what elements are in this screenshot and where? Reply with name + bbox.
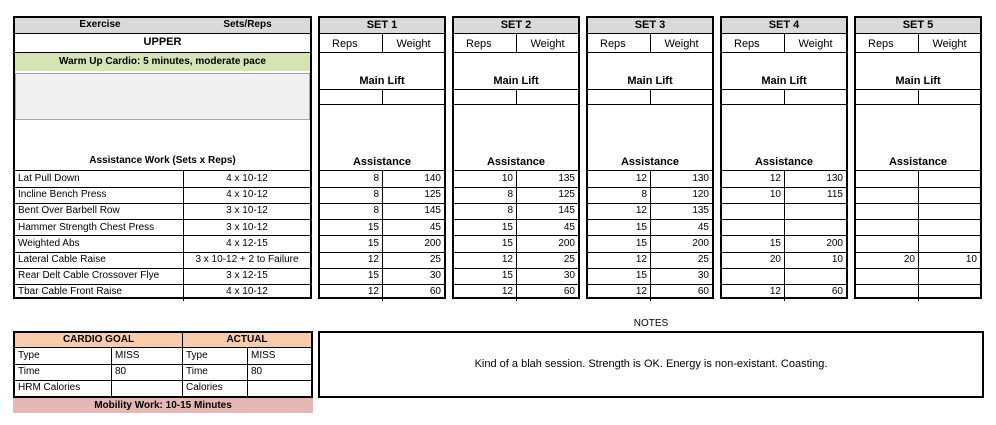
assistance-label: Assistance [352,156,412,168]
weight-label: Weight [664,38,699,50]
assistance-label: Assistance [888,156,948,168]
actual-time-value[interactable]: 80 [251,366,263,377]
set-title: SET 4 [768,19,800,31]
reps-cell[interactable]: 15 [501,221,513,233]
weight-label: Weight [530,38,565,50]
weight-cell[interactable]: 135 [558,173,575,184]
weight-cell[interactable]: 30 [563,270,575,282]
reps-cell[interactable]: 20 [903,254,915,265]
reps-cell[interactable]: 15 [501,237,513,249]
weight-cell[interactable]: 45 [429,221,441,233]
weight-cell[interactable] [919,285,980,299]
weight-cell[interactable]: 140 [424,173,441,184]
actual-type-label: Type [186,350,208,361]
reps-cell[interactable] [856,269,918,283]
weight-cell[interactable]: 200 [558,237,575,249]
weight-cell[interactable] [919,188,980,202]
exercise-column-header: Exercise [79,19,121,30]
main-lift-reps-input[interactable] [856,90,918,104]
set-title: SET 5 [902,19,934,31]
reps-cell[interactable]: 12 [769,286,781,298]
main-lift-weight-input[interactable] [383,90,444,104]
reps-cell[interactable] [722,204,784,218]
weight-cell[interactable]: 135 [692,205,709,217]
main-lift-reps-input[interactable] [722,90,784,104]
reps-cell[interactable]: 12 [635,254,647,265]
weight-cell[interactable]: 30 [429,270,441,282]
weight-label: Weight [396,38,431,50]
reps-cell[interactable] [722,221,784,235]
assistance-label: Assistance [754,156,814,168]
weight-cell[interactable]: 115 [827,189,843,201]
reps-cell[interactable]: 12 [367,254,379,265]
weight-cell[interactable]: 30 [697,270,709,282]
main-lift-weight-input[interactable] [785,90,846,104]
exercise-name: Weighted Abs [18,237,80,249]
reps-cell[interactable]: 8 [373,189,379,201]
reps-cell[interactable] [856,188,918,202]
goal-type-label: Type [18,350,40,361]
main-lift-label: Main Lift [761,75,807,87]
reps-cell[interactable]: 15 [635,270,647,282]
weight-cell[interactable]: 145 [558,205,575,217]
reps-cell[interactable]: 8 [507,205,513,217]
weight-cell[interactable]: 60 [831,286,843,298]
goal-calories-label: HRM Calories [18,382,81,393]
reps-label: Reps [466,38,492,50]
weight-cell[interactable]: 60 [429,286,441,298]
reps-cell[interactable]: 12 [367,286,379,298]
reps-cell[interactable]: 12 [635,173,647,184]
weight-cell[interactable] [919,204,980,218]
reps-label: Reps [600,38,626,50]
weight-label: Weight [932,38,967,50]
weight-cell[interactable]: 10 [831,254,843,265]
reps-cell[interactable]: 12 [501,254,513,265]
reps-cell[interactable]: 8 [373,173,379,184]
weight-label: Weight [798,38,833,50]
reps-label: Reps [734,38,760,50]
weight-cell[interactable]: 145 [424,205,441,217]
weight-cell[interactable] [919,237,980,251]
set-title: SET 2 [500,19,532,31]
main-lift-label: Main Lift [627,75,673,87]
weight-cell[interactable]: 45 [697,221,709,233]
set-title: SET 1 [366,19,398,31]
actual-calories-value[interactable] [248,381,311,396]
cardio-goal-title: CARDIO GOAL [62,334,135,345]
weight-cell[interactable] [919,172,980,186]
weight-cell[interactable]: 200 [692,237,709,249]
exercise-name: Bent Over Barbell Row [18,205,120,217]
main-lift-label: Main Lift [895,75,941,87]
reps-cell[interactable]: 15 [367,270,379,282]
weight-cell[interactable] [785,204,846,218]
reps-cell[interactable]: 8 [507,189,513,201]
exercise-scheme: 4 x 12-15 [226,237,268,249]
goal-time-label: Time [18,366,40,377]
main-lift-weight-input[interactable] [919,90,980,104]
goal-type-value[interactable]: MISS [115,350,140,361]
exercise-scheme: 4 x 10-12 [226,173,268,184]
main-lift-weight-input[interactable] [517,90,578,104]
weight-cell[interactable]: 25 [429,254,441,265]
reps-cell[interactable] [722,269,784,283]
weight-cell[interactable]: 125 [558,189,575,201]
exercise-name: Tbar Cable Front Raise [18,286,122,298]
set-title: SET 3 [634,19,666,31]
goal-time-value[interactable]: 80 [115,366,127,377]
weight-cell[interactable] [919,221,980,235]
exercise-scheme: 3 x 12-15 [226,270,268,282]
notes-title: NOTES [633,318,669,329]
setsreps-column-header: Sets/Reps [223,19,272,30]
weight-cell[interactable]: 60 [697,286,709,298]
main-lift-label: Main Lift [359,75,405,87]
actual-calories-label: Calories [186,382,223,393]
reps-cell[interactable]: 15 [367,237,379,249]
reps-cell[interactable]: 15 [367,221,379,233]
warmup-text: Warm Up Cardio: 5 minutes, moderate pace [59,56,266,67]
reps-cell[interactable]: 15 [769,237,781,249]
exercise-scheme: 3 x 10-12 + 2 to Failure [195,254,299,265]
weight-cell[interactable] [919,269,980,283]
exercise-name: Incline Bench Press [18,189,107,201]
gray-input-area [15,73,310,120]
mobility-text: Mobility Work: 10-15 Minutes [94,400,232,411]
reps-cell[interactable] [856,172,918,186]
exercise-scheme: 3 x 10-12 [226,221,268,233]
assistance-title: Assistance Work (Sets x Reps) [89,155,236,166]
weight-cell[interactable]: 200 [826,237,843,249]
weight-cell[interactable]: 120 [692,189,709,201]
reps-cell[interactable]: 12 [769,173,781,184]
goal-calories-value[interactable] [112,381,182,396]
weight-cell[interactable]: 25 [563,254,575,265]
reps-cell[interactable]: 10 [501,173,513,184]
weight-cell[interactable]: 45 [563,221,575,233]
reps-cell[interactable]: 8 [373,205,379,217]
weight-cell[interactable]: 130 [826,173,843,184]
main-lift-reps-input[interactable] [320,90,382,104]
weight-cell[interactable] [785,269,846,283]
reps-cell[interactable]: 15 [501,270,513,282]
assistance-label: Assistance [486,156,546,168]
reps-label: Reps [868,38,894,50]
actual-type-value[interactable]: MISS [251,350,276,361]
reps-cell[interactable]: 8 [641,189,647,201]
reps-cell[interactable] [856,221,918,235]
reps-cell[interactable]: 15 [635,221,647,233]
weight-cell[interactable]: 60 [563,286,575,298]
exercise-name: Hammer Strength Chest Press [18,221,155,233]
exercise-name: Rear Delt Cable Crossover Flye [18,270,160,282]
reps-label: Reps [332,38,358,50]
exercise-scheme: 3 x 10-12 [226,205,268,217]
reps-cell[interactable]: 20 [769,254,781,265]
weight-cell[interactable]: 125 [424,189,441,201]
main-lift-reps-input[interactable] [454,90,516,104]
reps-cell[interactable] [856,237,918,251]
exercise-name: Lateral Cable Raise [18,254,106,265]
weight-cell[interactable]: 130 [692,173,709,184]
weight-cell[interactable]: 200 [424,237,441,249]
reps-cell[interactable]: 12 [635,205,647,217]
exercise-scheme: 4 x 10-12 [226,189,268,201]
main-lift-label: Main Lift [493,75,539,87]
reps-cell[interactable] [856,204,918,218]
actual-time-label: Time [186,366,208,377]
reps-cell[interactable]: 10 [769,189,781,201]
section-title: UPPER [143,36,182,48]
exercise-scheme: 4 x 10-12 [226,286,268,298]
notes-text: Kind of a blah session. Strength is OK. Energy is non-existant. Coasting. [474,358,828,370]
reps-cell[interactable]: 12 [635,286,647,298]
reps-cell[interactable] [856,285,918,299]
reps-cell[interactable]: 12 [501,286,513,298]
weight-cell[interactable] [785,221,846,235]
weight-cell[interactable]: 10 [965,254,977,265]
main-lift-weight-input[interactable] [651,90,712,104]
exercise-name: Lat Pull Down [18,173,80,184]
weight-cell[interactable]: 25 [697,254,709,265]
main-lift-reps-input[interactable] [588,90,650,104]
assistance-label: Assistance [620,156,680,168]
reps-cell[interactable]: 15 [635,237,647,249]
actual-title: ACTUAL [226,334,268,345]
